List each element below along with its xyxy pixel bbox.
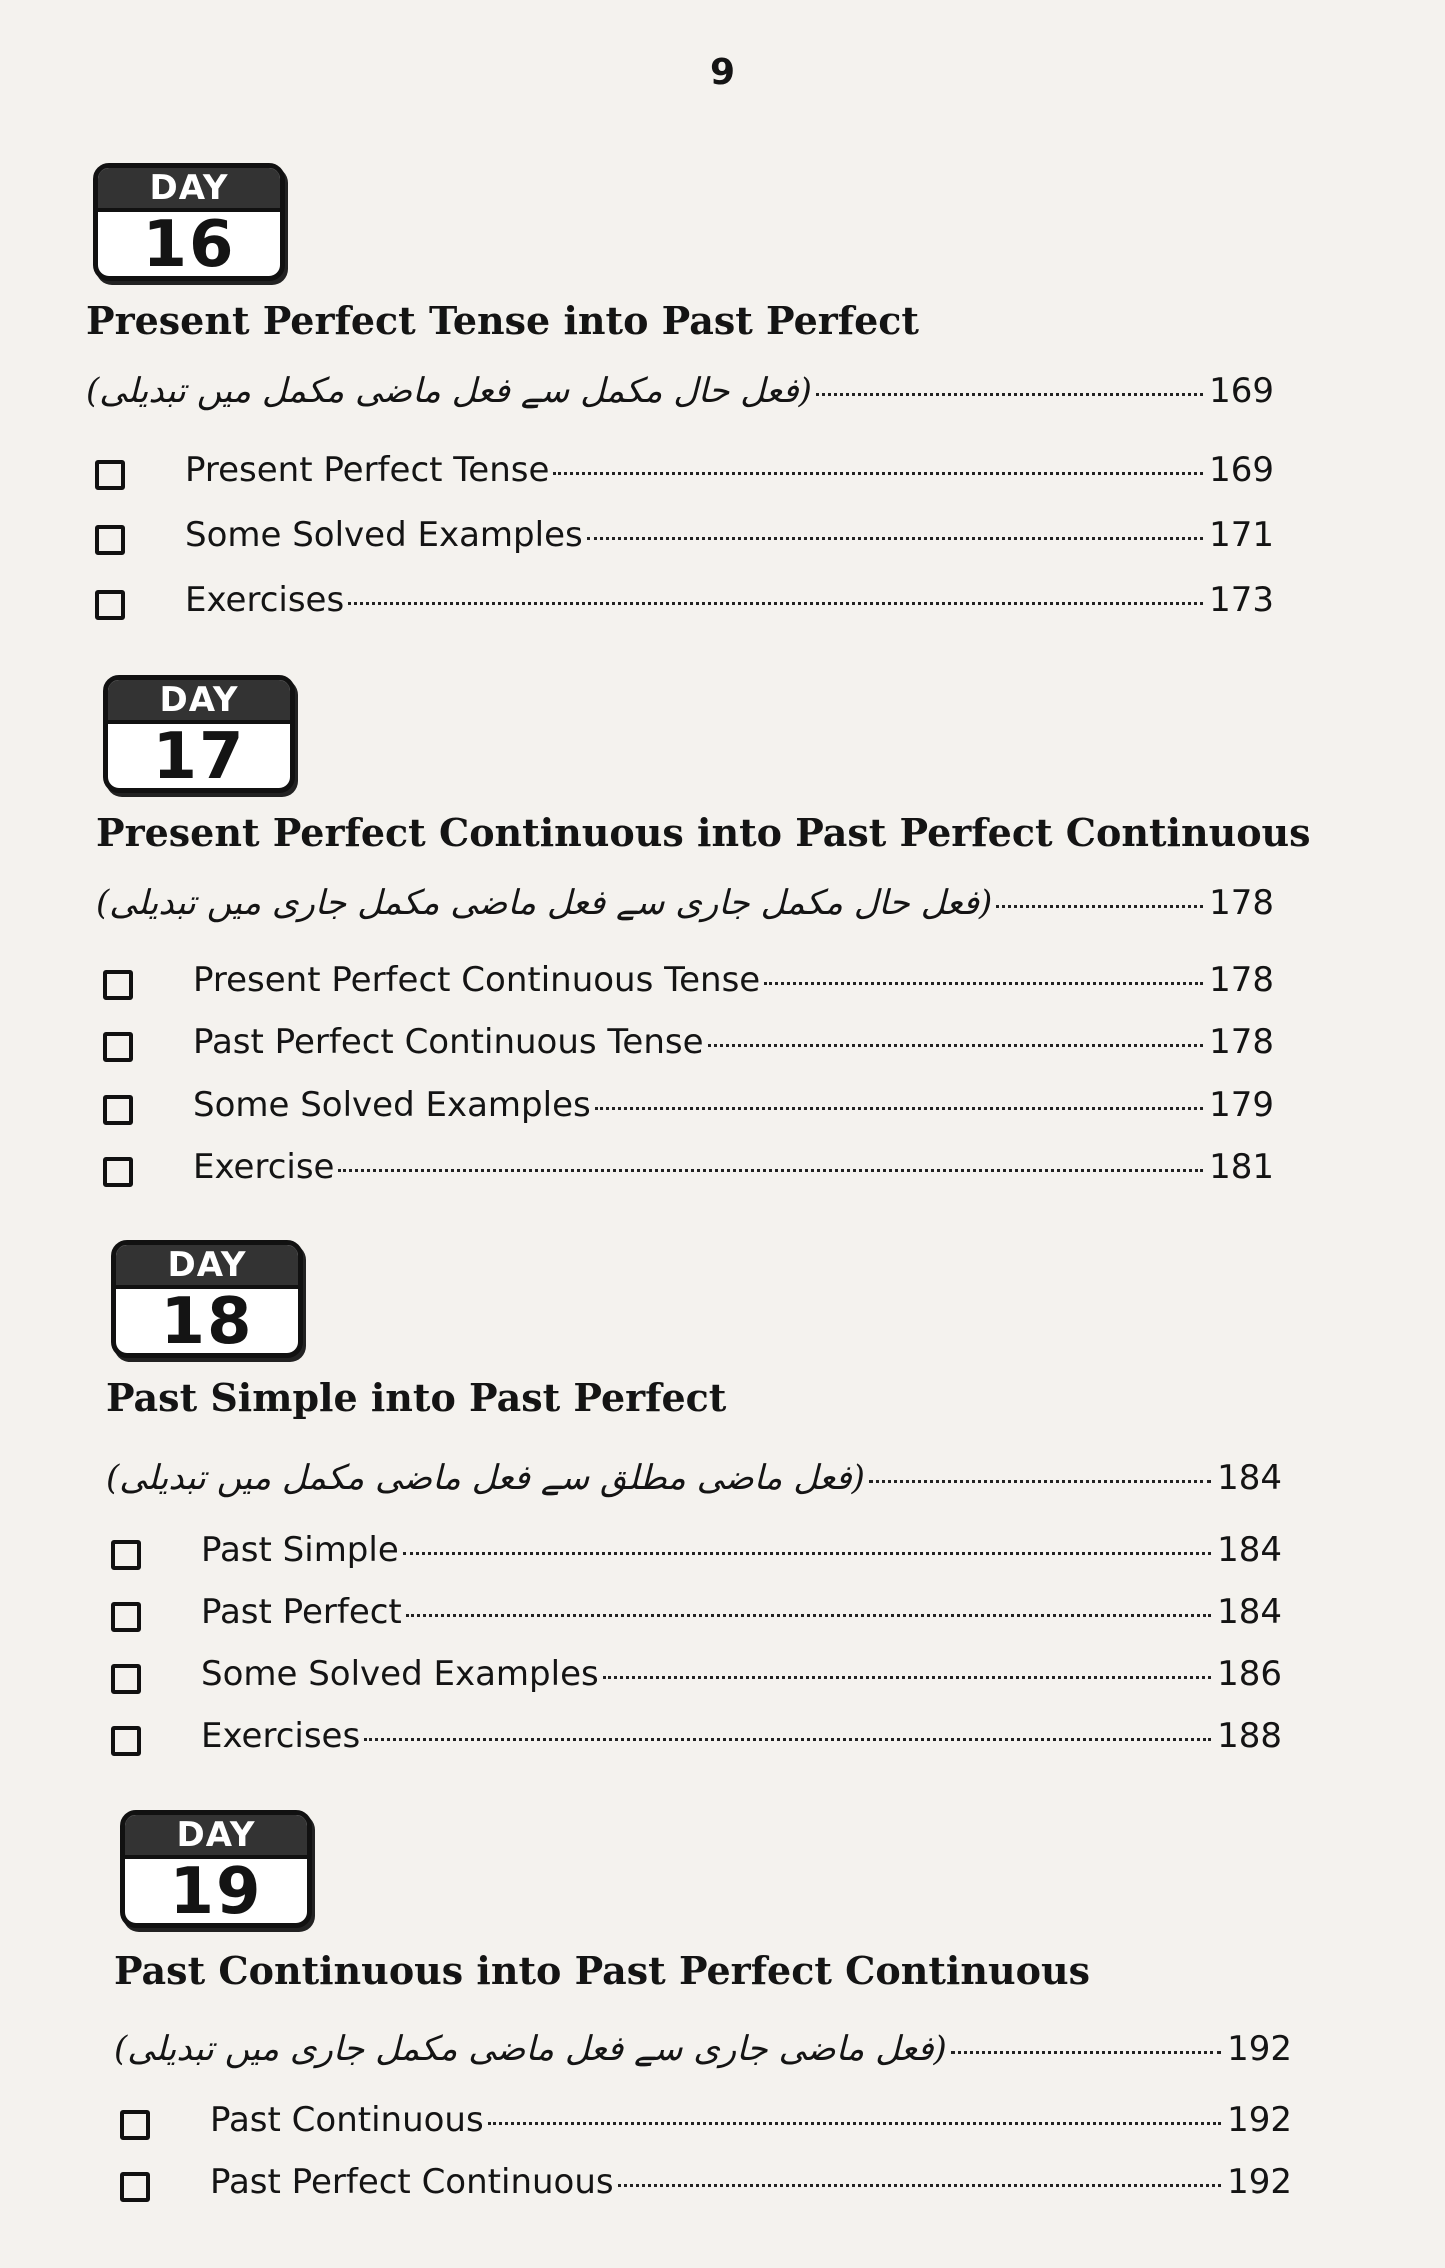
toc-item-label: Past Perfect Continuous [210,2162,614,2202]
dot-leader [403,1552,1211,1555]
urdu-heading-row[interactable] [86,370,1274,420]
day-label: DAY [98,168,280,212]
page-ref: 169 [1209,450,1274,490]
toc-item-label: Past Perfect [201,1592,402,1632]
page-ref: 178 [1209,883,1274,923]
toc-item[interactable] [95,515,1274,565]
toc-item-label: Present Perfect Continuous Tense [193,960,761,1000]
dot-leader [618,2184,1221,2187]
toc-item-label: Exercises [201,1716,361,1756]
dot-leader [869,1480,1211,1483]
day-17-badge [103,675,295,793]
dot-leader [764,982,1203,985]
toc-item-label: Present Perfect Tense [185,450,550,490]
dot-leader [406,1614,1211,1617]
dot-leader [816,393,1203,396]
urdu-heading: (فعل ماضی مطلق سے فعل ماضی مکمل میں تبدیلی) [106,1458,865,1498]
toc-item-label: Past Simple [201,1530,399,1570]
urdu-heading-row[interactable] [106,1457,1282,1507]
page-ref: 192 [1227,2100,1292,2140]
dot-leader [996,905,1203,908]
dot-leader [348,602,1203,605]
urdu-heading: (فعل حال مکمل جاری سے فعل ماضی مکمل جاری میں تبدیلی) [96,883,993,923]
page-ref: 192 [1227,2162,1292,2202]
dot-leader [553,472,1203,475]
urdu-heading: (فعل ماضی جاری سے فعل ماضی مکمل جاری میں تبدیلی) [114,2029,947,2069]
page-ref: 179 [1209,1085,1274,1125]
toc-item[interactable] [103,960,1274,1010]
checkbox-icon [111,1602,141,1632]
day-18-badge [111,1240,303,1358]
urdu-heading-row[interactable] [96,882,1274,932]
checkbox-icon [120,2110,150,2140]
toc-item[interactable] [120,2162,1292,2212]
section-title: Past Continuous into Past Perfect Continuous [114,1948,1090,1993]
urdu-heading: (فعل حال مکمل سے فعل ماضی مکمل میں تبدیلی) [86,371,812,411]
checkbox-icon [111,1540,141,1570]
day-label: DAY [108,680,290,724]
section-title: Present Perfect Tense into Past Perfect [86,298,919,343]
dot-leader [603,1676,1211,1679]
toc-item[interactable] [120,2100,1292,2150]
urdu-heading-row[interactable] [114,2028,1292,2078]
toc-item-label: Exercise [193,1147,335,1187]
dot-leader [708,1044,1204,1047]
dot-leader [338,1169,1203,1172]
page-ref: 192 [1227,2029,1292,2069]
day-number: 17 [152,720,246,793]
toc-item[interactable] [103,1147,1274,1197]
dot-leader [595,1107,1203,1110]
dot-leader [587,537,1203,540]
checkbox-icon [103,1157,133,1187]
toc-item[interactable] [111,1530,1282,1580]
day-label: DAY [125,1815,307,1859]
day-19-badge [120,1810,312,1928]
page-ref: 181 [1209,1147,1274,1187]
checkbox-icon [95,460,125,490]
toc-item-label: Some Solved Examples [185,515,583,555]
page-ref: 178 [1209,1022,1274,1062]
dot-leader [951,2051,1221,2054]
toc-item[interactable] [103,1022,1274,1072]
checkbox-icon [103,1095,133,1125]
page-ref: 184 [1217,1592,1282,1632]
checkbox-icon [103,1032,133,1062]
toc-item[interactable] [111,1654,1282,1704]
toc-item-label: Some Solved Examples [201,1654,599,1694]
toc-item-label: Past Continuous [210,2100,484,2140]
page-ref: 171 [1209,515,1274,555]
day-number: 19 [169,1855,263,1928]
checkbox-icon [103,970,133,1000]
page-ref: 184 [1217,1458,1282,1498]
page-ref: 169 [1209,371,1274,411]
page-ref: 173 [1209,580,1274,620]
page-ref: 188 [1217,1716,1282,1756]
page-ref: 178 [1209,960,1274,1000]
page-ref: 184 [1217,1530,1282,1570]
checkbox-icon [111,1664,141,1694]
toc-item[interactable] [95,580,1274,630]
checkbox-icon [111,1726,141,1756]
toc-item[interactable] [95,450,1274,500]
day-number: 18 [160,1285,254,1358]
toc-item[interactable] [103,1085,1274,1135]
checkbox-icon [95,525,125,555]
toc-item[interactable] [111,1592,1282,1642]
section-title: Present Perfect Continuous into Past Perfect Continuous [96,810,1311,855]
day-number: 16 [142,208,236,281]
section-title: Past Simple into Past Perfect [106,1375,727,1420]
day-label: DAY [116,1245,298,1289]
day-16-badge [93,163,285,281]
toc-item-label: Some Solved Examples [193,1085,591,1125]
dot-leader [488,2122,1221,2125]
checkbox-icon [120,2172,150,2202]
page-ref: 186 [1217,1654,1282,1694]
dot-leader [364,1738,1211,1741]
toc-item[interactable] [111,1716,1282,1766]
toc-item-label: Past Perfect Continuous Tense [193,1022,704,1062]
checkbox-icon [95,590,125,620]
page-number: 9 [709,52,736,93]
toc-item-label: Exercises [185,580,345,620]
